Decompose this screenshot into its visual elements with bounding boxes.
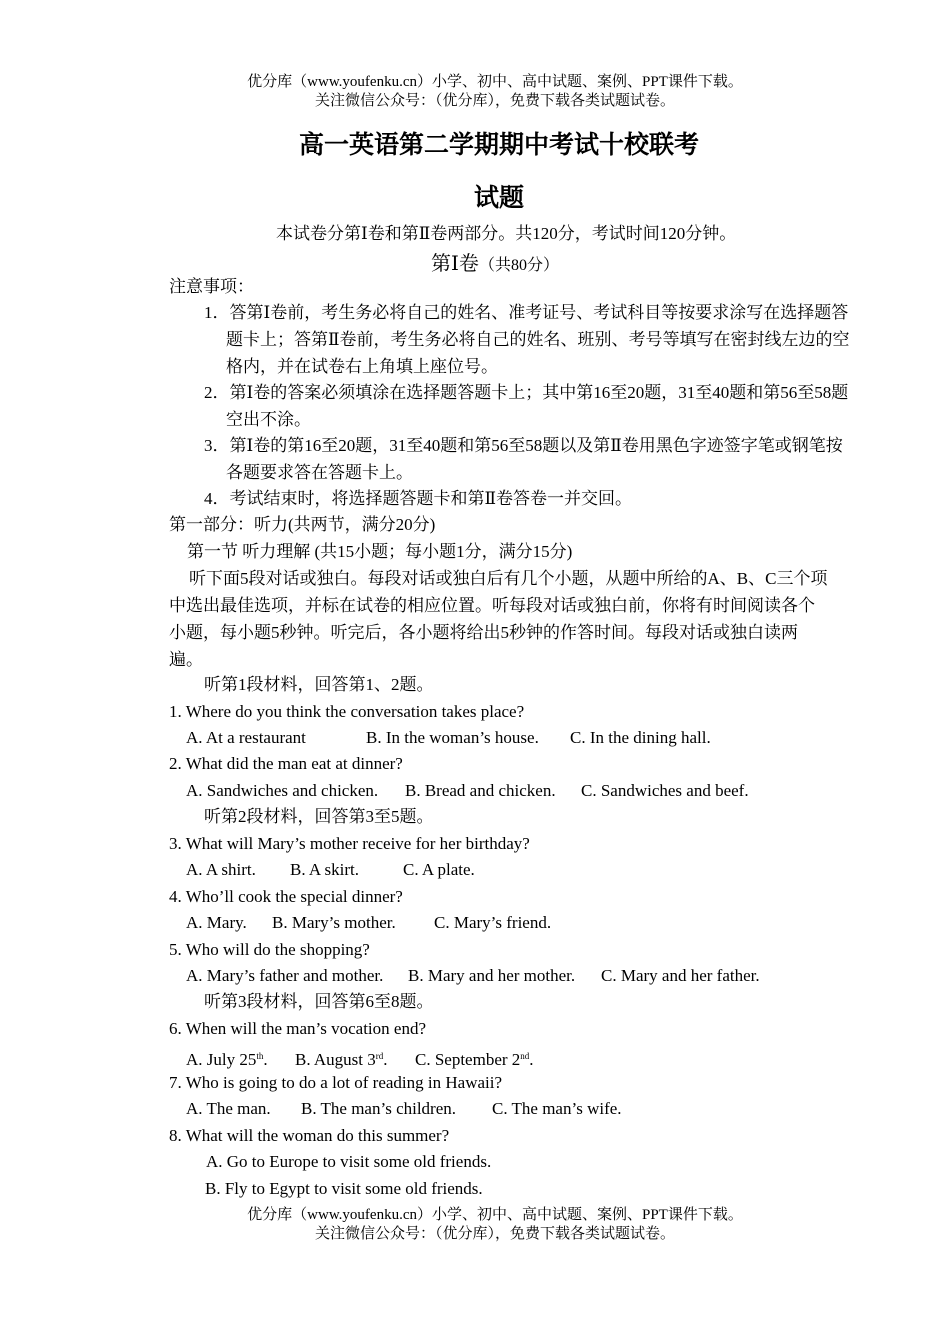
listening-section1-heading: 第一节 听力理解 (共15小题；每小题1分，满分15分) bbox=[187, 542, 573, 561]
q5-option-b: B. Mary and her mother. bbox=[408, 966, 576, 985]
q6-option-a-end: . bbox=[263, 1050, 268, 1069]
notes-heading: 注意事项： bbox=[169, 277, 254, 296]
question-8: 8. What will the woman do this summer? bbox=[169, 1126, 450, 1145]
q6-option-a-text: A. July 25 bbox=[186, 1050, 257, 1069]
question-1-options bbox=[186, 726, 711, 750]
question-1: 1. Where do you think the conversation takes place? bbox=[169, 702, 525, 721]
q3-option-c: C. A plate. bbox=[403, 860, 475, 879]
q6-option-b-end: . bbox=[383, 1050, 388, 1069]
note-item: 1．答第Ⅰ卷前，考生务必将自己的姓名、准考证号、考试科目等按要求涂写在选择题答题卡上；答第Ⅱ卷前，考生务必将自己的姓名、班别、考号等填写在密封线左边的空格内，并在试卷右上角填上座位号。 bbox=[204, 303, 850, 376]
question-6: 6. When will the man’s vocation end? bbox=[169, 1019, 426, 1038]
material-3-label: 听第3段材料，回答第6至8题。 bbox=[204, 992, 434, 1011]
part1-score: （共80分） bbox=[478, 257, 559, 274]
material-2-label: 听第2段材料，回答第3至5题。 bbox=[204, 807, 434, 826]
q6-option-b-suffix: rd bbox=[375, 1051, 384, 1061]
header-line-1: 优分库（www.youfenku.cn）小学、初中、高中试题、案例、PPT课件下载。 bbox=[247, 74, 743, 90]
question-6-options bbox=[186, 1044, 534, 1072]
question-7: 7. Who is going to do a lot of reading in Hawaii? bbox=[169, 1073, 503, 1092]
material-1-label: 听第1段材料，回答第1、2题。 bbox=[204, 675, 434, 694]
question-2: 2. What did the man eat at dinner? bbox=[169, 754, 403, 773]
note-item: 4．考试结束时，将选择题答题卡和第Ⅱ卷答卷一并交回。 bbox=[204, 489, 633, 508]
q5-option-a: A. Mary’s father and mother. bbox=[186, 966, 384, 985]
q6-option-b bbox=[295, 1044, 415, 1072]
note-item: 2．第Ⅰ卷的答案必须填涂在选择题答题卡上；其中第16至20题，31至40题和第56至58题空出不涂。 bbox=[204, 383, 849, 429]
q6-option-c-end: . bbox=[529, 1050, 534, 1069]
q1-option-c: C. In the dining hall. bbox=[570, 728, 711, 747]
q6-option-c-suffix: nd bbox=[520, 1051, 530, 1061]
question-7-options bbox=[186, 1097, 622, 1121]
q6-option-a bbox=[186, 1044, 295, 1072]
q8-option-b: B. Fly to Egypt to visit some old friends. bbox=[205, 1179, 483, 1198]
q6-option-a-suffix: th bbox=[256, 1051, 264, 1061]
q8-option-a: A. Go to Europe to visit some old friends. bbox=[206, 1152, 492, 1171]
question-3: 3. What will Mary’s mother receive for her birthday? bbox=[169, 834, 530, 853]
q1-option-a: A. At a restaurant bbox=[186, 728, 306, 747]
listening-instructions: 听下面5段对话或独白。每段对话或独白后有几个小题，从题中所给的A、B、C三个项中选出最佳选项，并标在试卷的相应位置。听每段对话或独白前，你将有时间阅读各个小题，每小题5秒钟。听完后，各小题将给出5秒钟的作答时间。每段对话或独白读两遍。 bbox=[169, 569, 828, 669]
header-line-2: 关注微信公众号：（优分库），免费下载各类试题试卷。 bbox=[314, 93, 675, 109]
q2-option-b: B. Bread and chicken. bbox=[405, 781, 556, 800]
footer-line-1: 优分库（www.youfenku.cn）小学、初中、高中试题、案例、PPT课件下载。 bbox=[247, 1207, 743, 1223]
q7-option-b: B. The man’s children. bbox=[301, 1099, 457, 1118]
q3-option-a: A. A shirt. bbox=[186, 860, 256, 879]
listening-part-heading: 第一部分：听力(共两节，满分20分) bbox=[169, 515, 436, 534]
q6-option-b-text: B. August 3 bbox=[295, 1050, 376, 1069]
note-item: 3．第Ⅰ卷的第16至20题，31至40题和第56至58题以及第Ⅱ卷用黑色字迹签字笔或钢笔按各题要求答在答题卡上。 bbox=[204, 436, 843, 482]
q7-option-a: A. The man. bbox=[186, 1099, 271, 1118]
q5-option-c: C. Mary and her father. bbox=[601, 966, 760, 985]
q7-option-c: C. The man’s wife. bbox=[492, 1099, 622, 1118]
q6-option-c bbox=[415, 1044, 534, 1072]
question-2-options bbox=[186, 779, 749, 803]
question-5: 5. Who will do the shopping? bbox=[169, 940, 370, 959]
footer-line-2: 关注微信公众号：（优分库），免费下载各类试题试卷。 bbox=[314, 1226, 675, 1242]
part1-heading bbox=[0, 247, 950, 276]
q1-option-b: B. In the woman’s house. bbox=[366, 728, 539, 747]
exam-intro: 本试卷分第Ⅰ卷和第Ⅱ卷两部分。共120分，考试时间120分钟。 bbox=[276, 224, 737, 243]
q6-option-c-text: C. September 2 bbox=[415, 1050, 521, 1069]
q4-option-a: A. Mary. bbox=[186, 913, 247, 932]
page-subtitle: 试题 bbox=[473, 183, 524, 212]
question-4: 4. Who’ll cook the special dinner? bbox=[169, 887, 403, 906]
q3-option-b: B. A skirt. bbox=[290, 860, 359, 879]
q4-option-c: C. Mary’s friend. bbox=[434, 913, 552, 932]
q2-option-c: C. Sandwiches and beef. bbox=[581, 781, 749, 800]
question-3-options bbox=[186, 858, 475, 882]
question-4-options bbox=[186, 911, 551, 935]
q4-option-b: B. Mary’s mother. bbox=[272, 913, 396, 932]
q2-option-a: A. Sandwiches and chicken. bbox=[186, 781, 379, 800]
page-title: 高一英语第二学期期中考试十校联考 bbox=[298, 130, 699, 159]
question-5-options bbox=[186, 964, 760, 988]
part1-label: 第Ⅰ卷 bbox=[431, 253, 479, 275]
